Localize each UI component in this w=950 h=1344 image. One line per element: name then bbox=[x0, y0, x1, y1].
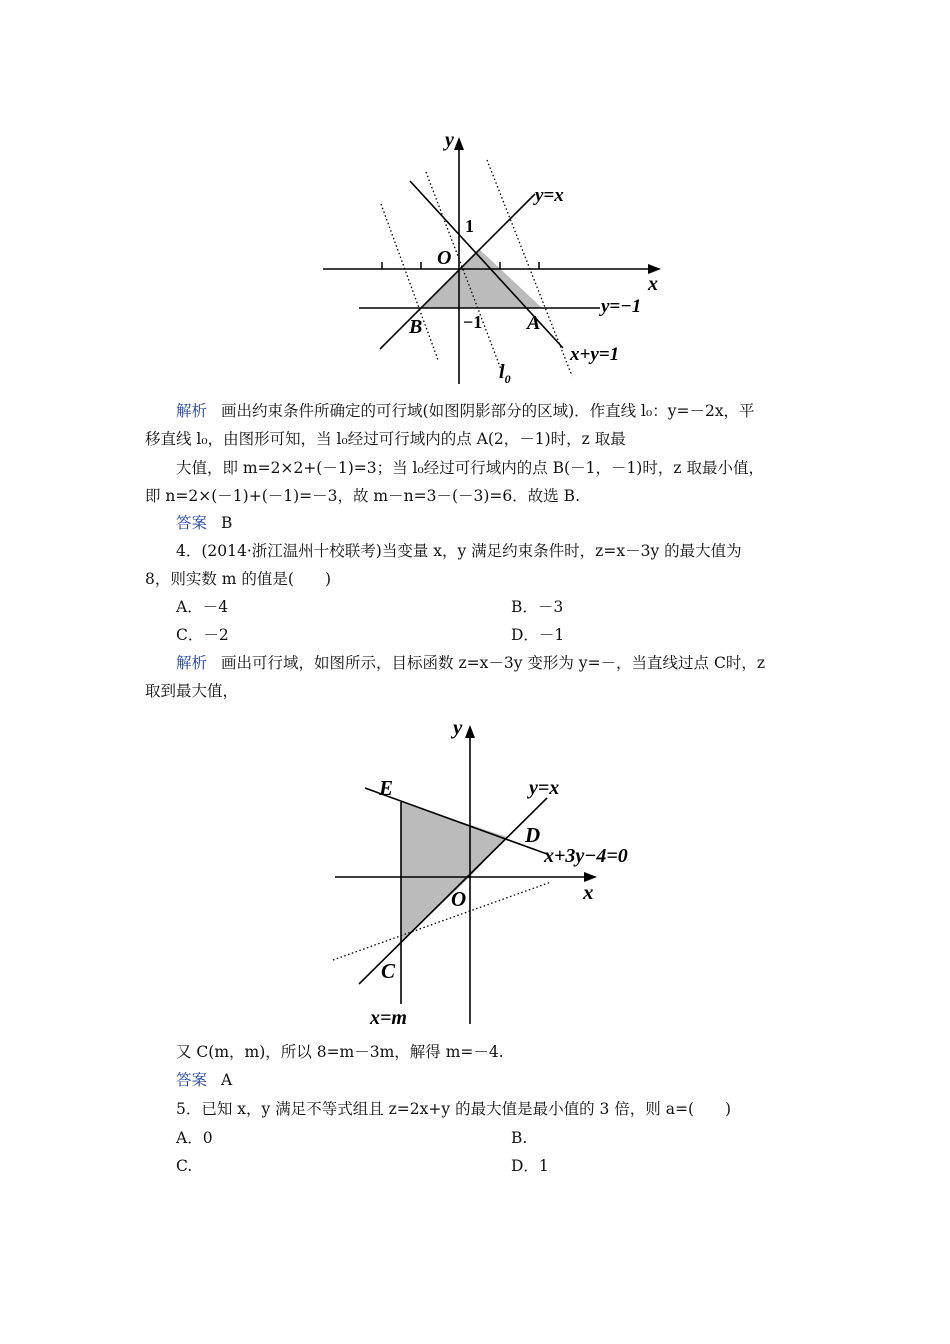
analysis-tag: 解析 bbox=[176, 402, 208, 420]
option-b: B．－3 bbox=[511, 598, 564, 616]
analysis-tag: 解析 bbox=[176, 654, 208, 672]
analysis-2-line-3: 又 C(m，m)，所以 8=m－3m，解得 m=－4. bbox=[176, 1043, 504, 1061]
answer-tag: 答案 bbox=[176, 1071, 208, 1089]
analysis-1-line-4: 即 n=2×(－1)+(－1)=－3，故 m－n=3－(－3)=6．故选 B. bbox=[145, 487, 580, 505]
option-a: A．0 bbox=[176, 1129, 213, 1147]
question-4-line-2: 8，则实数 m 的值是( ) bbox=[145, 570, 332, 588]
option-c: C．－2 bbox=[176, 626, 229, 644]
analysis-1-text-1: 画出约束条件所确定的可行域(如图阴影部分的区域)．作直线 l₀：y=－2x，平 bbox=[221, 402, 755, 420]
option-a: A．－4 bbox=[176, 598, 229, 616]
answer-2-value: A bbox=[221, 1071, 233, 1089]
label-x-plus-3y-minus-4: x+3y−4=0 bbox=[544, 845, 628, 867]
option-d: D．1 bbox=[511, 1157, 549, 1175]
shaded-region bbox=[401, 802, 507, 942]
label-x-eq-m: x=m bbox=[370, 1007, 407, 1029]
point-label-c: C bbox=[381, 959, 396, 983]
analysis-2-line-2: 取到最大值， bbox=[145, 682, 239, 700]
point-label-a: A bbox=[527, 312, 541, 334]
tick-label-neg1: −1 bbox=[463, 312, 483, 332]
figure-2-feasible-region bbox=[325, 712, 665, 1032]
x-axis-label: x bbox=[583, 880, 594, 904]
label-y-eq-x: y=x bbox=[535, 185, 564, 206]
origin-label: O bbox=[437, 247, 452, 269]
figure-1-feasible-region bbox=[315, 128, 675, 388]
analysis-2-line-1 bbox=[176, 653, 765, 673]
answer-2 bbox=[176, 1070, 232, 1090]
analysis-1-line-1 bbox=[176, 401, 755, 421]
analysis-1-line-2: 移直线 l₀，由图形可知，当 l₀经过可行域内的点 A(2，－1)时，z 取最 bbox=[145, 430, 626, 448]
label-x-plus-y-eq-1: x+y=1 bbox=[570, 344, 620, 365]
question-4-line-1: 4．(2014·浙江温州十校联考)当变量 x，y 满足约束条件时，z=x－3y 的最大值为 bbox=[176, 542, 742, 560]
y-axis-arrow bbox=[454, 137, 464, 150]
x-axis-label: x bbox=[648, 273, 658, 295]
option-c: C. bbox=[176, 1157, 193, 1175]
origin-label: O bbox=[451, 887, 467, 911]
analysis-2-text-1: 画出可行域，如图所示，目标函数 z=x－3y 变形为 y=－，当直线过点 C时，z bbox=[221, 654, 766, 672]
option-b: B. bbox=[511, 1129, 528, 1147]
point-label-b: B bbox=[409, 316, 423, 338]
answer-tag: 答案 bbox=[176, 514, 208, 532]
y-axis-label: y bbox=[445, 129, 454, 151]
answer-1 bbox=[176, 513, 232, 533]
answer-1-value: B bbox=[221, 514, 233, 532]
analysis-1-line-3: 大值，即 m=2×2+(－1)=3；当 l₀经过可行域内的点 B(－1，－1)时，z 取最小值， bbox=[176, 459, 764, 477]
y-axis-label: y bbox=[453, 715, 463, 739]
question-5-line-1: 5．已知 x，y 满足不等式组且 z=2x+y 的最大值是最小值的 3 倍，则 a=( ) bbox=[176, 1100, 732, 1118]
point-label-e: E bbox=[379, 776, 394, 800]
label-l0: $l_0$ bbox=[499, 361, 511, 386]
line-y-eq-x bbox=[380, 194, 535, 349]
point-label-d: D bbox=[525, 823, 541, 847]
option-d: D．－1 bbox=[511, 626, 565, 644]
tick-label-1: 1 bbox=[465, 216, 474, 236]
y-axis-arrow bbox=[465, 725, 475, 738]
label-y-eq-x: y=x bbox=[529, 777, 560, 799]
label-y-eq-neg1: y=−1 bbox=[601, 296, 642, 317]
